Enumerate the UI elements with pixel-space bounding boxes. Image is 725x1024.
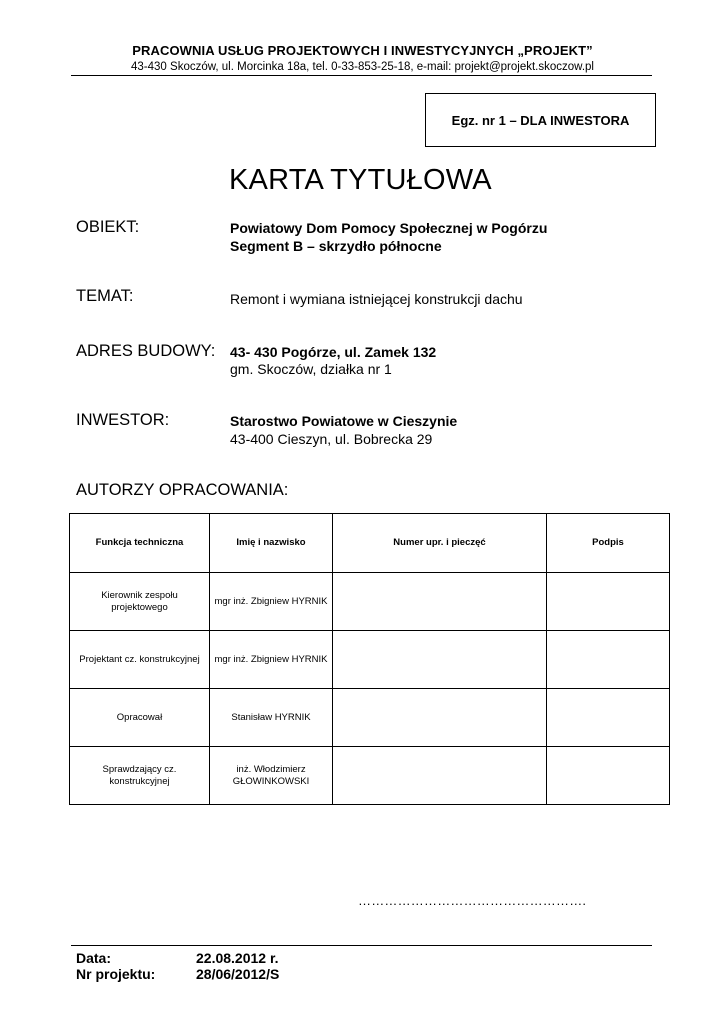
company-name: PRACOWNIA USŁUG PROJEKTOWYCH I INWESTYCYJNYCH „PROJEKT” <box>132 43 593 58</box>
copy-note-box <box>425 93 656 147</box>
inwestor-label: INWESTOR: <box>76 411 170 429</box>
table-row <box>70 631 670 689</box>
cell-license <box>333 573 547 631</box>
inwestor-line1: Starostwo Powiatowe w Cieszynie <box>230 413 458 429</box>
adres-line2: gm. Skoczów, działka nr 1 <box>230 361 392 377</box>
inwestor-line2: 43-400 Cieszyn, ul. Bobrecka 29 <box>230 431 433 447</box>
obiekt-label: OBIEKT: <box>76 218 140 236</box>
project-number-value: 28/06/2012/S <box>196 966 280 982</box>
col-header-name: Imię i nazwisko <box>210 514 333 573</box>
cell-name: Stanisław HYRNIK <box>210 689 333 747</box>
cell-signature <box>547 631 670 689</box>
signature-line: ……………………………………………. <box>358 893 587 908</box>
col-header-license: Numer upr. i pieczęć <box>333 514 547 573</box>
document-title: KARTA TYTUŁOWA <box>229 164 492 196</box>
table-row <box>70 747 670 805</box>
authors-label: AUTORZY OPRACOWANIA: <box>76 481 289 499</box>
project-number-label: Nr projektu: <box>76 966 156 982</box>
table-row <box>70 573 670 631</box>
cell-name: mgr inż. Zbigniew HYRNIK <box>210 631 333 689</box>
adres-label: ADRES BUDOWY: <box>76 342 216 360</box>
date-label: Data: <box>76 950 112 966</box>
obiekt-line2: Segment B – skrzydło północne <box>230 238 442 254</box>
obiekt-line1: Powiatowy Dom Pomocy Społecznej w Pogórzu <box>230 220 548 236</box>
cell-signature <box>547 573 670 631</box>
company-address: 43-430 Skoczów, ul. Morcinka 18a, tel. 0-33-853-25-18, e-mail: projekt@projekt.skoczow.pl <box>131 61 594 73</box>
adres-line1: 43- 430 Pogórze, ul. Zamek 132 <box>230 344 437 360</box>
cell-license <box>333 747 547 805</box>
table-row <box>70 689 670 747</box>
cell-signature <box>547 689 670 747</box>
footer-divider <box>71 945 652 946</box>
cell-function: Kierownik zespołu projektowego <box>70 573 210 631</box>
temat-line1: Remont i wymiana istniejącej konstrukcji dachu <box>230 291 523 307</box>
temat-label: TEMAT: <box>76 287 134 305</box>
col-header-signature: Podpis <box>547 514 670 573</box>
copy-note: Egz. nr 1 – DLA INWESTORA <box>451 112 630 128</box>
col-header-function: Funkcja techniczna <box>70 514 210 573</box>
authors-table <box>69 513 670 805</box>
cell-signature <box>547 747 670 805</box>
cell-name: inż. Włodzimierz GŁOWINKOWSKI <box>210 747 333 805</box>
date-value: 22.08.2012 r. <box>196 950 279 966</box>
cell-function: Projektant cz. konstrukcyjnej <box>70 631 210 689</box>
table-header-row <box>70 514 670 573</box>
cell-license <box>333 631 547 689</box>
header-divider <box>71 75 652 76</box>
cell-function: Opracował <box>70 689 210 747</box>
cell-license <box>333 689 547 747</box>
cell-function: Sprawdzający cz. konstrukcyjnej <box>70 747 210 805</box>
cell-name: mgr inż. Zbigniew HYRNIK <box>210 573 333 631</box>
